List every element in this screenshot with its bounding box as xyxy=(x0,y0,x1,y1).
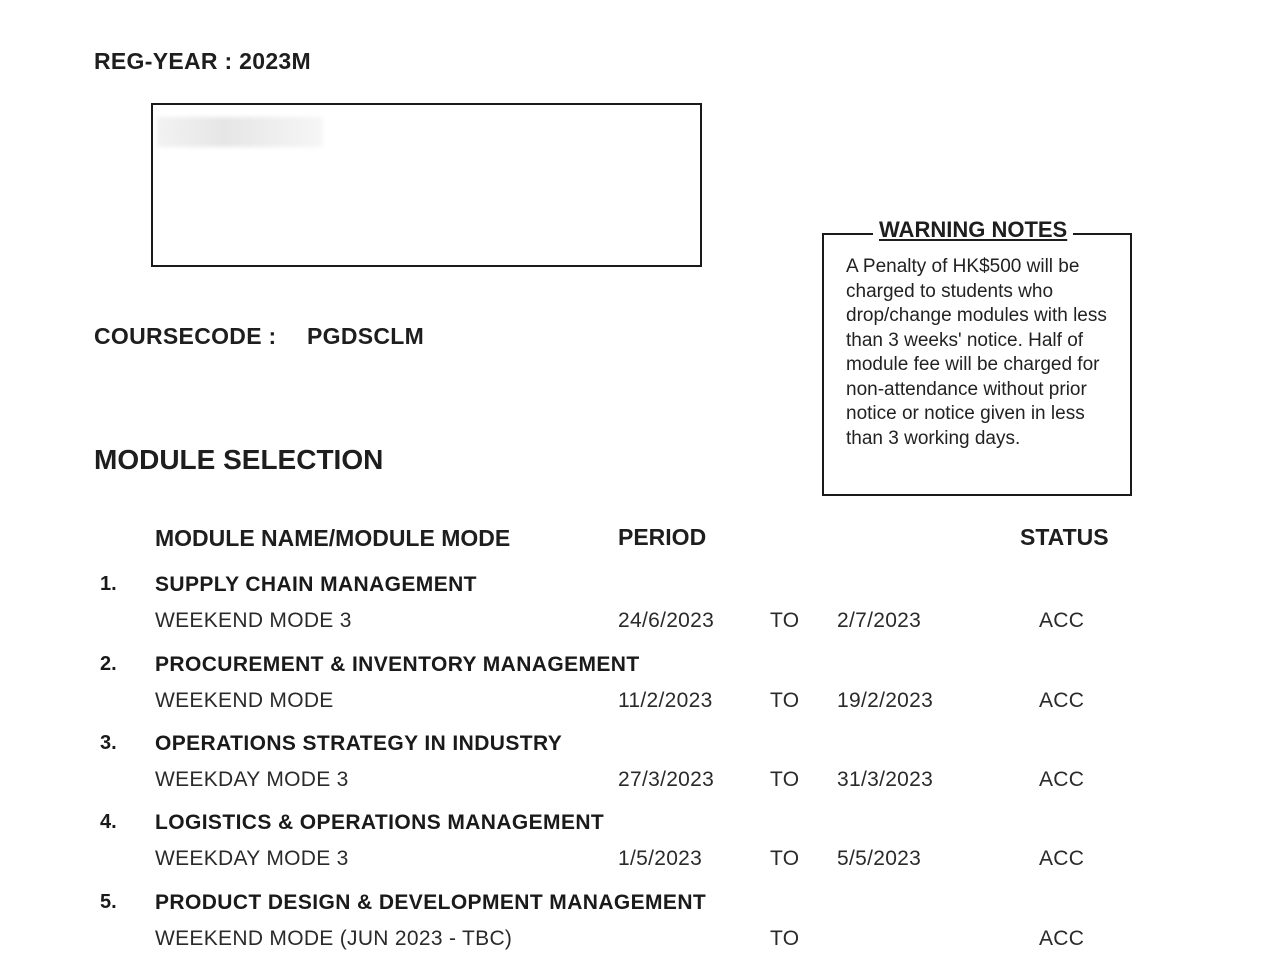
period-end: 19/2/2023 xyxy=(837,689,934,712)
coursecode-value: PGDSCLM xyxy=(307,323,425,349)
module-status: ACC xyxy=(1039,927,1085,950)
module-number: 4. xyxy=(100,811,117,833)
column-header-status: STATUS xyxy=(1020,524,1109,550)
address-box xyxy=(151,103,702,267)
coursecode-label: COURSECODE : xyxy=(94,323,277,349)
module-mode: WEEKEND MODE (JUN 2023 - TBC) xyxy=(155,927,513,950)
module-mode: WEEKEND MODE xyxy=(155,689,334,712)
module-name: PRODUCT DESIGN & DEVELOPMENT MANAGEMENT xyxy=(155,891,707,914)
module-name: LOGISTICS & OPERATIONS MANAGEMENT xyxy=(155,811,605,834)
period-start: 27/3/2023 xyxy=(618,768,715,791)
module-status: ACC xyxy=(1039,847,1085,870)
period-to-label: TO xyxy=(770,609,800,632)
module-status: ACC xyxy=(1039,689,1085,712)
warning-notes-title: WARNING NOTES xyxy=(873,217,1073,243)
period-start: 1/5/2023 xyxy=(618,847,703,870)
module-number: 2. xyxy=(100,653,117,675)
period-end: 5/5/2023 xyxy=(837,847,922,870)
period-end: 2/7/2023 xyxy=(837,609,922,632)
module-name: OPERATIONS STRATEGY IN INDUSTRY xyxy=(155,732,563,755)
module-name: SUPPLY CHAIN MANAGEMENT xyxy=(155,573,477,596)
column-header-name: MODULE NAME/MODULE MODE xyxy=(155,525,511,551)
period-end: 31/3/2023 xyxy=(837,768,934,791)
module-number: 5. xyxy=(100,891,117,913)
column-header-period: PERIOD xyxy=(618,524,707,550)
module-mode: WEEKDAY MODE 3 xyxy=(155,768,349,791)
module-mode: WEEKDAY MODE 3 xyxy=(155,847,349,870)
section-title: MODULE SELECTION xyxy=(94,444,384,475)
reg-year: REG-YEAR : 2023M xyxy=(94,48,311,74)
period-to-label: TO xyxy=(770,689,800,712)
module-name: PROCUREMENT & INVENTORY MANAGEMENT xyxy=(155,653,640,676)
period-to-label: TO xyxy=(770,847,800,870)
warning-notes-box xyxy=(822,217,1132,496)
module-status: ACC xyxy=(1039,768,1085,791)
module-mode: WEEKEND MODE 3 xyxy=(155,609,352,632)
period-start: 11/2/2023 xyxy=(618,689,713,712)
module-number: 3. xyxy=(100,732,117,754)
module-number: 1. xyxy=(100,573,117,595)
period-start: 24/6/2023 xyxy=(618,609,715,632)
module-status: ACC xyxy=(1039,609,1085,632)
warning-notes-text: A Penalty of HK$500 will be charged to students who drop/change modules with less than 3 weeks' notice. Half of module fee will be charged for non-attendance without prior notice or notice given in less than 3 working days. xyxy=(846,256,1107,449)
redacted-name xyxy=(157,117,323,147)
period-to-label: TO xyxy=(770,927,800,950)
period-to-label: TO xyxy=(770,768,800,791)
